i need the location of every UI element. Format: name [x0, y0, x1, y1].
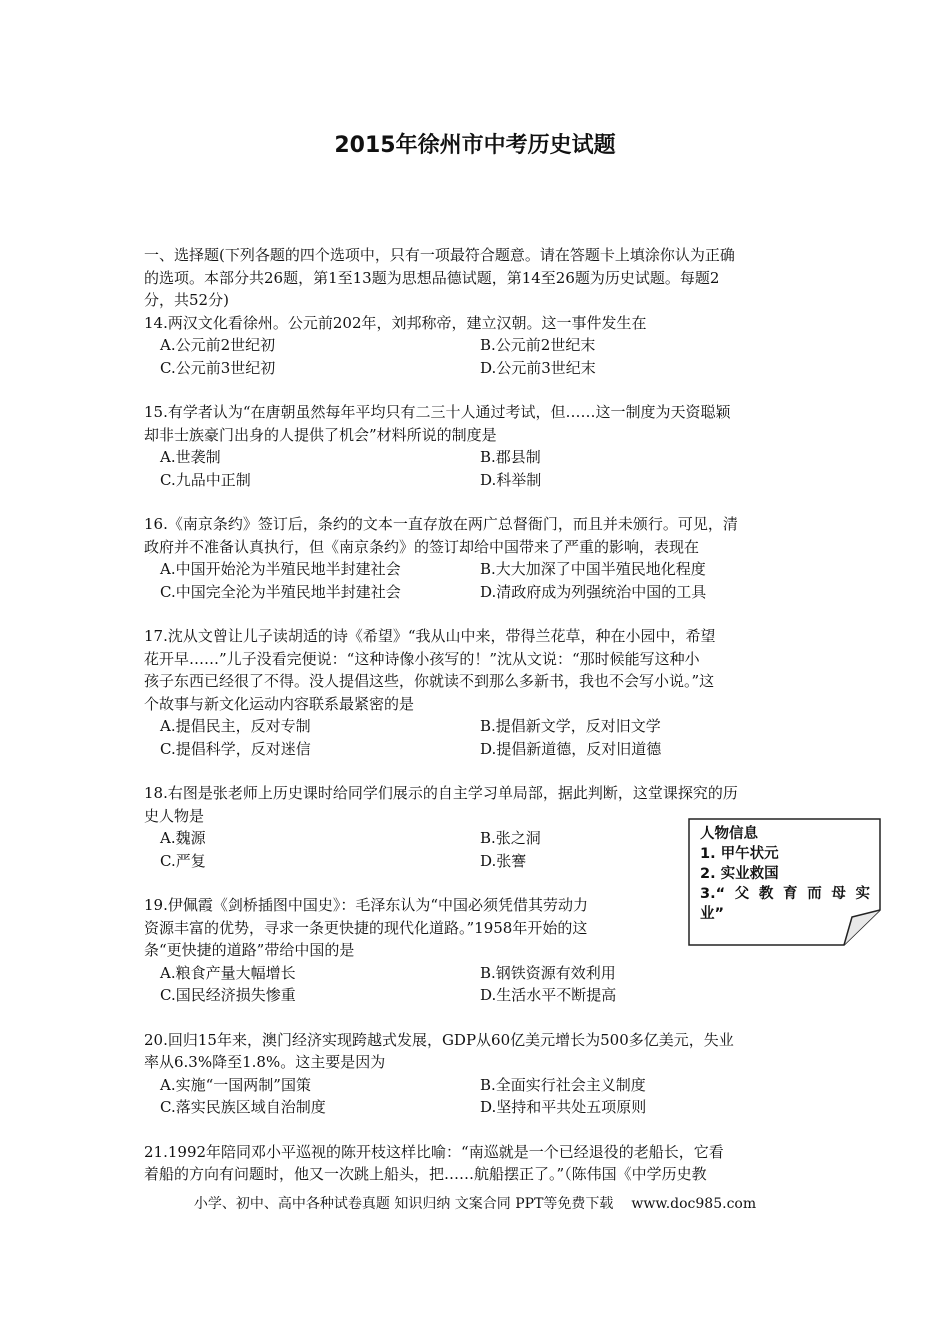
- question-stem: 政府并不准备认真执行，但《南京条约》的签订却给中国带来了严重的影响，表现在: [144, 537, 700, 556]
- option-a: A.中国开始沦为半殖民地半封建社会: [160, 560, 401, 578]
- question-stem: 条“更快捷的道路”带给中国的是: [144, 941, 355, 959]
- question-stem: 20.回归15年来，澳门经济实现跨越式发展，GDP从60亿美元增长为500多亿美元，失业: [144, 1030, 734, 1049]
- question-17: [144, 625, 808, 760]
- question-stem: 14.两汉文化看徐州。公元前202年，刘邦称帝，建立汉朝。这一事件发生在: [144, 313, 647, 332]
- question-21: [144, 1141, 808, 1186]
- option-c: C.九品中正制: [160, 470, 251, 489]
- info-card-text: [700, 824, 870, 924]
- option-d: D.提倡新道德，反对旧道德: [480, 739, 662, 758]
- question-stem: 却非士族豪门出身的人提供了机会”材料所说的制度是: [144, 425, 497, 444]
- question-stem: 17.沈从文曾让儿子读胡适的诗《希望》“我从山中来，带得兰花草，种在小园中，希望: [144, 627, 716, 645]
- option-d: D.科举制: [480, 470, 542, 489]
- info-card-line: 3.“父教育而母实: [700, 886, 870, 902]
- footer-text: 小学、初中、高中各种试卷真题 知识归纳 文案合同 PPT等免费下载: [193, 1196, 614, 1212]
- option-c: C.中国完全沦为半殖民地半封建社会: [160, 582, 401, 601]
- options: [144, 446, 808, 491]
- info-card-line: 2. 实业救国: [700, 866, 779, 882]
- option-b: B.大大加深了中国半殖民地化程度: [480, 560, 706, 578]
- question-stem: 花开早……”儿子没看完便说：“这种诗像小孩写的！”沈从文说：“那时候能写这种小: [144, 649, 700, 668]
- option-a: A.魏源: [160, 829, 206, 847]
- option-c: C.严复: [160, 851, 206, 870]
- question-16: [144, 513, 808, 603]
- info-card-line: 1. 甲午状元: [700, 846, 779, 862]
- option-d: D.公元前3世纪末: [480, 358, 596, 377]
- section-instructions: [144, 244, 808, 312]
- option-d: D.清政府成为列强统治中国的工具: [480, 582, 707, 601]
- option-b: B.公元前2世纪末: [480, 336, 596, 354]
- option-a: A.公元前2世纪初: [160, 336, 276, 354]
- instruction-line: 一、选择题(下列各题的四个选项中，只有一项最符合题意。请在答题卡上填涂你认为正确: [144, 246, 735, 264]
- question-stem: 18.右图是张老师上历史课时给同学们展示的自主学习单局部，据此判断，这堂课探究的历: [144, 784, 738, 802]
- page-footer: [0, 1193, 950, 1213]
- question-stem: 率从6.3%降至1.8%。这主要是因为: [144, 1053, 386, 1071]
- question-stem: 21.1992年陪同邓小平巡视的陈开枝这样比喻：“南巡就是一个已经退役的老船长，它看: [144, 1142, 724, 1161]
- option-c: C.提倡科学，反对迷信: [160, 739, 311, 758]
- footer-site-link[interactable]: www.doc985.com: [631, 1196, 757, 1212]
- option-c: C.国民经济损失惨重: [160, 986, 296, 1004]
- exam-content: [144, 244, 808, 1208]
- question-15: [144, 401, 808, 491]
- option-b: B.全面实行社会主义制度: [480, 1075, 646, 1094]
- option-b: B.钢铁资源有效利用: [480, 963, 616, 982]
- question-stem: 个故事与新文化运动内容联系最紧密的是: [144, 694, 415, 713]
- page-title: 2015年徐州市中考历史试题: [334, 133, 616, 158]
- question-stem: 着船的方向有问题时，他又一次跳上船头，把……航船摆正了。”（陈伟国《中学历史教: [144, 1165, 707, 1183]
- question-20: [144, 1029, 808, 1119]
- option-a: A.实施“一国两制”国策: [160, 1075, 311, 1094]
- option-d: D.坚持和平共处五项原则: [480, 1098, 647, 1116]
- option-b: B.郡县制: [480, 448, 541, 466]
- option-a: A.提倡民主，反对专制: [160, 717, 311, 735]
- option-a: A.世袭制: [160, 448, 221, 466]
- question-stem: 史人物是: [144, 806, 205, 825]
- info-card-heading: 人物信息: [700, 826, 758, 842]
- instruction-line: 的选项。本部分共26题，第1至13题为思想品德试题，第14至26题为历史试题。每题2: [144, 268, 720, 287]
- option-c: C.落实民族区域自治制度: [160, 1098, 326, 1116]
- info-card-line: 业”: [700, 906, 725, 922]
- question-stem: 资源丰富的优势，寻求一条更快捷的现代化道路。”1958年开始的这: [144, 918, 588, 937]
- option-d: D.生活水平不断提高: [480, 986, 617, 1004]
- question-14: [144, 312, 808, 380]
- option-b: B.张之洞: [480, 829, 541, 847]
- options: [144, 558, 808, 603]
- question-stem: 孩子东西已经很了不得。没人提倡这些，你就读不到那么多新书，我也不会写小说。”这: [144, 672, 715, 690]
- options: [144, 715, 808, 760]
- options: [144, 1074, 808, 1119]
- option-a: A.粮食产量大幅增长: [160, 963, 296, 982]
- instruction-line: 分，共52分): [144, 291, 229, 309]
- options: [144, 962, 808, 1007]
- option-b: B.提倡新文学，反对旧文学: [480, 717, 661, 735]
- question-stem: 19.伊佩霞《剑桥插图中国史》：毛泽东认为“中国必须凭借其劳动力: [144, 896, 589, 914]
- question-stem: 16.《南京条约》签订后，条约的文本一直存放在两广总督衙门，而且并未颁行。可见，清: [144, 515, 738, 533]
- question-stem: 15.有学者认为“在唐朝虽然每年平均只有二三十人通过考试，但……这一制度为天资聪颖: [144, 403, 731, 421]
- option-d: D.张謇: [480, 851, 527, 870]
- person-info-card: [688, 818, 881, 946]
- option-c: C.公元前3世纪初: [160, 358, 276, 377]
- options: [144, 334, 808, 379]
